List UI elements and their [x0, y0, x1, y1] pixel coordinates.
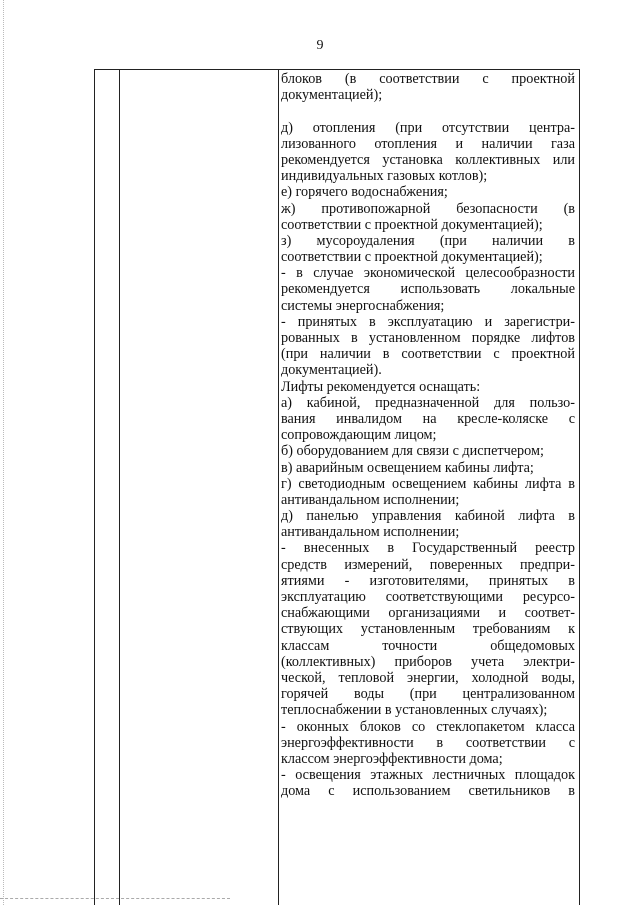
text-line: рованных в установленном порядке лифтов [281, 330, 575, 346]
text-line: е) горячего водоснабжения; [281, 184, 448, 201]
text-line: ческой, тепловой энергии, холодной воды, [281, 669, 575, 686]
text-line: документацией); [281, 87, 383, 104]
text-line: ствующих установленным требованиям к [281, 621, 575, 638]
text-line: антивандальном исполнении; [281, 524, 460, 541]
scan-margin-mark [3, 0, 4, 905]
text-line: горячей воды (при централизованном [281, 686, 575, 703]
text-line: классам точности общедомовых [281, 637, 575, 654]
text-line: з) мусороудаления (при наличии в [281, 232, 575, 249]
text-line: ятиями - изготовителями, принятых в [281, 572, 575, 589]
text-line: системы энергоснабжения; [281, 297, 445, 314]
text-line: эксплуатацию соответствующими ресурсо- [281, 589, 575, 605]
text-line: г) светодиодным освещением кабины лифта в [281, 475, 575, 492]
text-line: соответствии с проектной документацией); [281, 216, 543, 233]
page-number: 9 [316, 38, 324, 53]
column-divider-1 [119, 70, 120, 905]
text-line: (при наличии в соответствии с проектной [281, 346, 575, 363]
text-line: средств измерений, поверенных предпри- [281, 556, 575, 573]
column-divider-2 [278, 70, 279, 905]
text-line: антивандальном исполнении; [281, 491, 460, 508]
text-line: документацией). [281, 362, 382, 379]
text-line: а) кабиной, предназначенной для пользо- [281, 394, 575, 411]
text-line: в) аварийным освещением кабины лифта; [281, 459, 534, 476]
text-line: блоков (в соответствии с проектной [281, 71, 575, 87]
text-line: снабжающими организациями и соответ- [281, 605, 575, 622]
text-line: - внесенных в Государственный реестр [281, 540, 575, 557]
text-line: Лифты рекомендуется оснащать: [281, 378, 481, 395]
text-line: д) панелью управления кабиной лифта в [281, 508, 575, 525]
text-line: д) отопления (при отсутствии центра- [281, 119, 575, 136]
text-line: - принятых в эксплуатацию и зарегистри- [281, 313, 575, 330]
text-line: - оконных блоков со стеклопакетом класса [281, 718, 575, 735]
text-line: (коллективных) приборов учета электри- [281, 653, 575, 670]
text-line: энергоэффективности в соответствии с [281, 734, 575, 751]
text-line: индивидуальных газовых котлов); [281, 168, 488, 185]
table-cell-text [281, 71, 575, 799]
text-line: вания инвалидом на кресле-коляске с [281, 410, 575, 427]
text-line [281, 103, 575, 119]
text-line: сопровождающим лицом; [281, 427, 437, 444]
text-line: - освещения этажных лестничных площадок [281, 767, 575, 784]
text-line: соответствии с проектной документацией); [281, 249, 543, 266]
text-line: ж) противопожарной безопасности (в [281, 200, 575, 217]
scan-bottom-mark [0, 898, 230, 899]
text-line: классом энергоэффективности дома; [281, 750, 503, 767]
text-line: теплоснабжении в установленных случаях); [281, 702, 548, 719]
text-line: б) оборудованием для связи с диспетчером; [281, 443, 544, 460]
text-line: лизованного отопления и наличии газа [281, 135, 575, 152]
text-line: - в случае экономической целесообразности [281, 265, 575, 282]
text-line: рекомендуется использовать локальные [281, 281, 575, 298]
text-line: рекомендуется установка коллективных или [281, 151, 575, 168]
text-line: дома с использованием светильников в [281, 783, 575, 800]
document-table [94, 69, 580, 905]
